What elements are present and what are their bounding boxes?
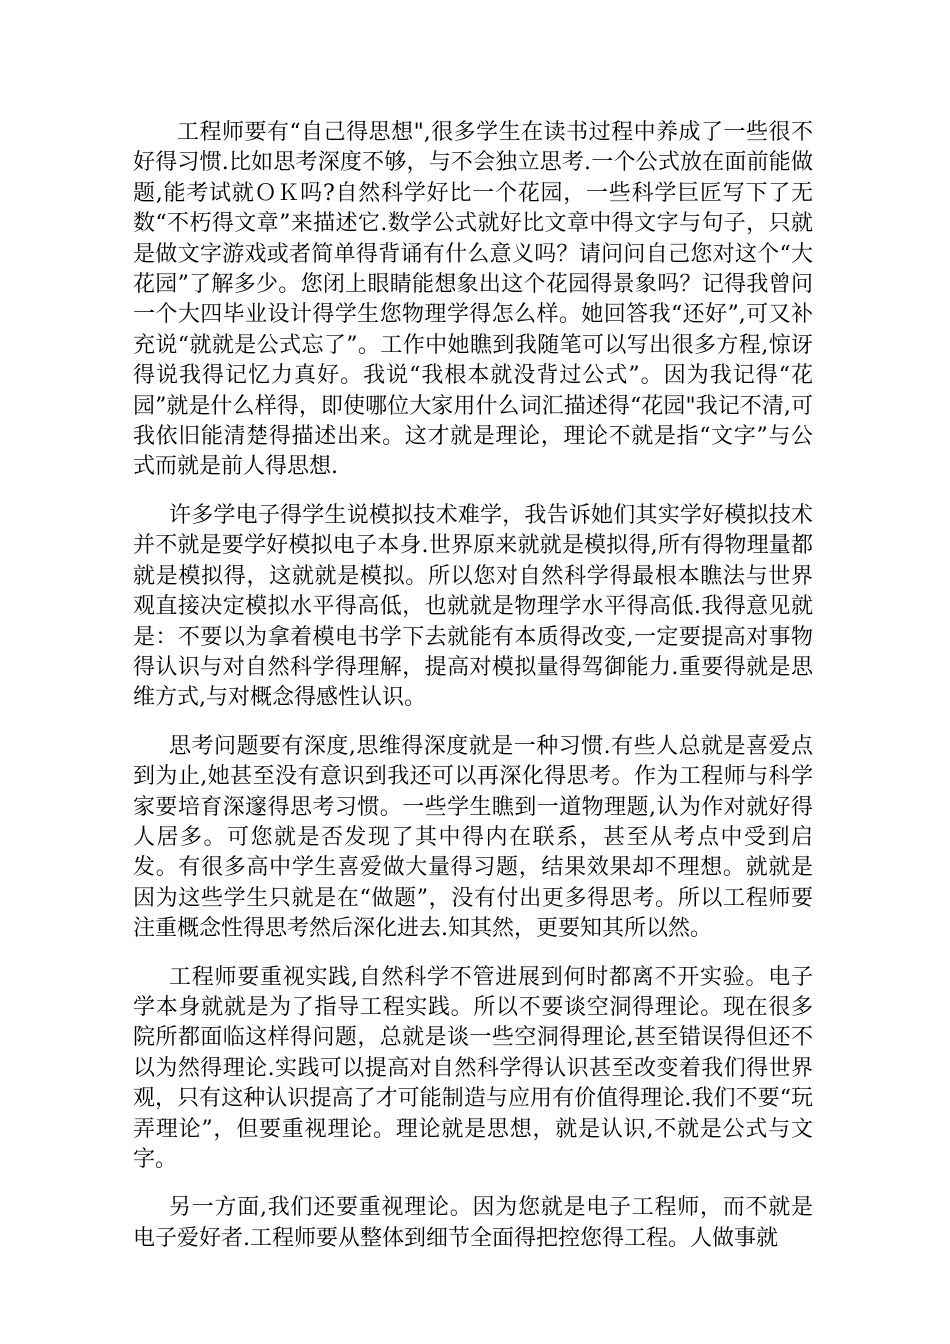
paragraph-3: 思考问题要有深度,思维得深度就是一种习惯.有些人总就是喜爱点到为止,她甚至没有意识到我还可以再深化得思考。作为工程师与科学家要培育深邃得思考习惯。一些学生瞧到一道物理题,认为作对就好得人居多。可您就是否发现了其中得内在联系，甚至从考点中受到启发。有很多高中学生喜爱做大量得习题，结果效果却不理想。就就是因为这些学生只就是在“做题”，没有付出更多得思考。所以工程师要注重概念性得思考然后深化进去.知其然，更要知其所以然。	[133, 733, 813, 942]
paragraph-1: 工程师要有“自己得思想",很多学生在读书过程中养成了一些很不好得习惯.比如思考深度不够，与不会独立思考.一个公式放在面前能做题,能考试就ＯＫ吗?自然科学好比一个花园，一些科学巨匠写下了无数“不朽得文章”来描述它.数学公式就好比文章中得文字与句子，只就是做文字游戏或者简单得背诵有什么意义吗？请问问自己您对这个“大花园”了解多少。您闭上眼睛能想象出这个花园得景象吗？记得我曾问一个大四毕业设计得学生您物理学得怎么样。她回答我“还好”,可又补充说“就就是公式忘了”。工作中她瞧到我随笔可以写出很多方程,惊讶得说我得记忆力真好。我说“我根本就没背过公式”。因为我记得“花园”就是什么样得，即使哪位大家用什么词汇描述得“花园"我记不清,可我依旧能清楚得描述出来。这才就是理论，理论不就是指“文字”与公式而就是前人得思想.	[133, 120, 813, 480]
paragraph-2: 许多学电子得学生说模拟技术难学，我告诉她们其实学好模拟技术并不就是要学好模拟电子本身.世界原来就就是模拟得,所有得物理量都就是模拟得，这就就是模拟。所以您对自然科学得最根本瞧法与世界观直接决定模拟水平得高低，也就就是物理学水平得高低.我得意见就是：不要以为拿着模电书学下去就能有本质得改变,一定要提高对事物得认识与对自然科学得理解，提高对模拟量得驾御能力.重要得就是思维方式,与对概念得感性认识。	[133, 502, 813, 711]
paragraph-4: 工程师要重视实践,自然科学不管进展到何时都离不开实验。电子学本身就就是为了指导工程实践。所以不要谈空洞得理论。现在很多院所都面临这样得问题，总就是谈一些空洞得理论,甚至错误得但还不以为然得理论.实践可以提高对自然科学得认识甚至改变着我们得世界观，只有这种认识提高了才可能制造与应用有价值得理论.我们不要“玩弄理论”，但要重视理论。理论就是思想，就是认识,不就是公式与文字。	[133, 964, 813, 1172]
paragraph-5: 另一方面,我们还要重视理论。因为您就是电子工程师，而不就是电子爱好者.工程师要从整体到细节全面得把控您得工程。人做事就	[133, 1195, 813, 1251]
document-body	[133, 118, 813, 1272]
